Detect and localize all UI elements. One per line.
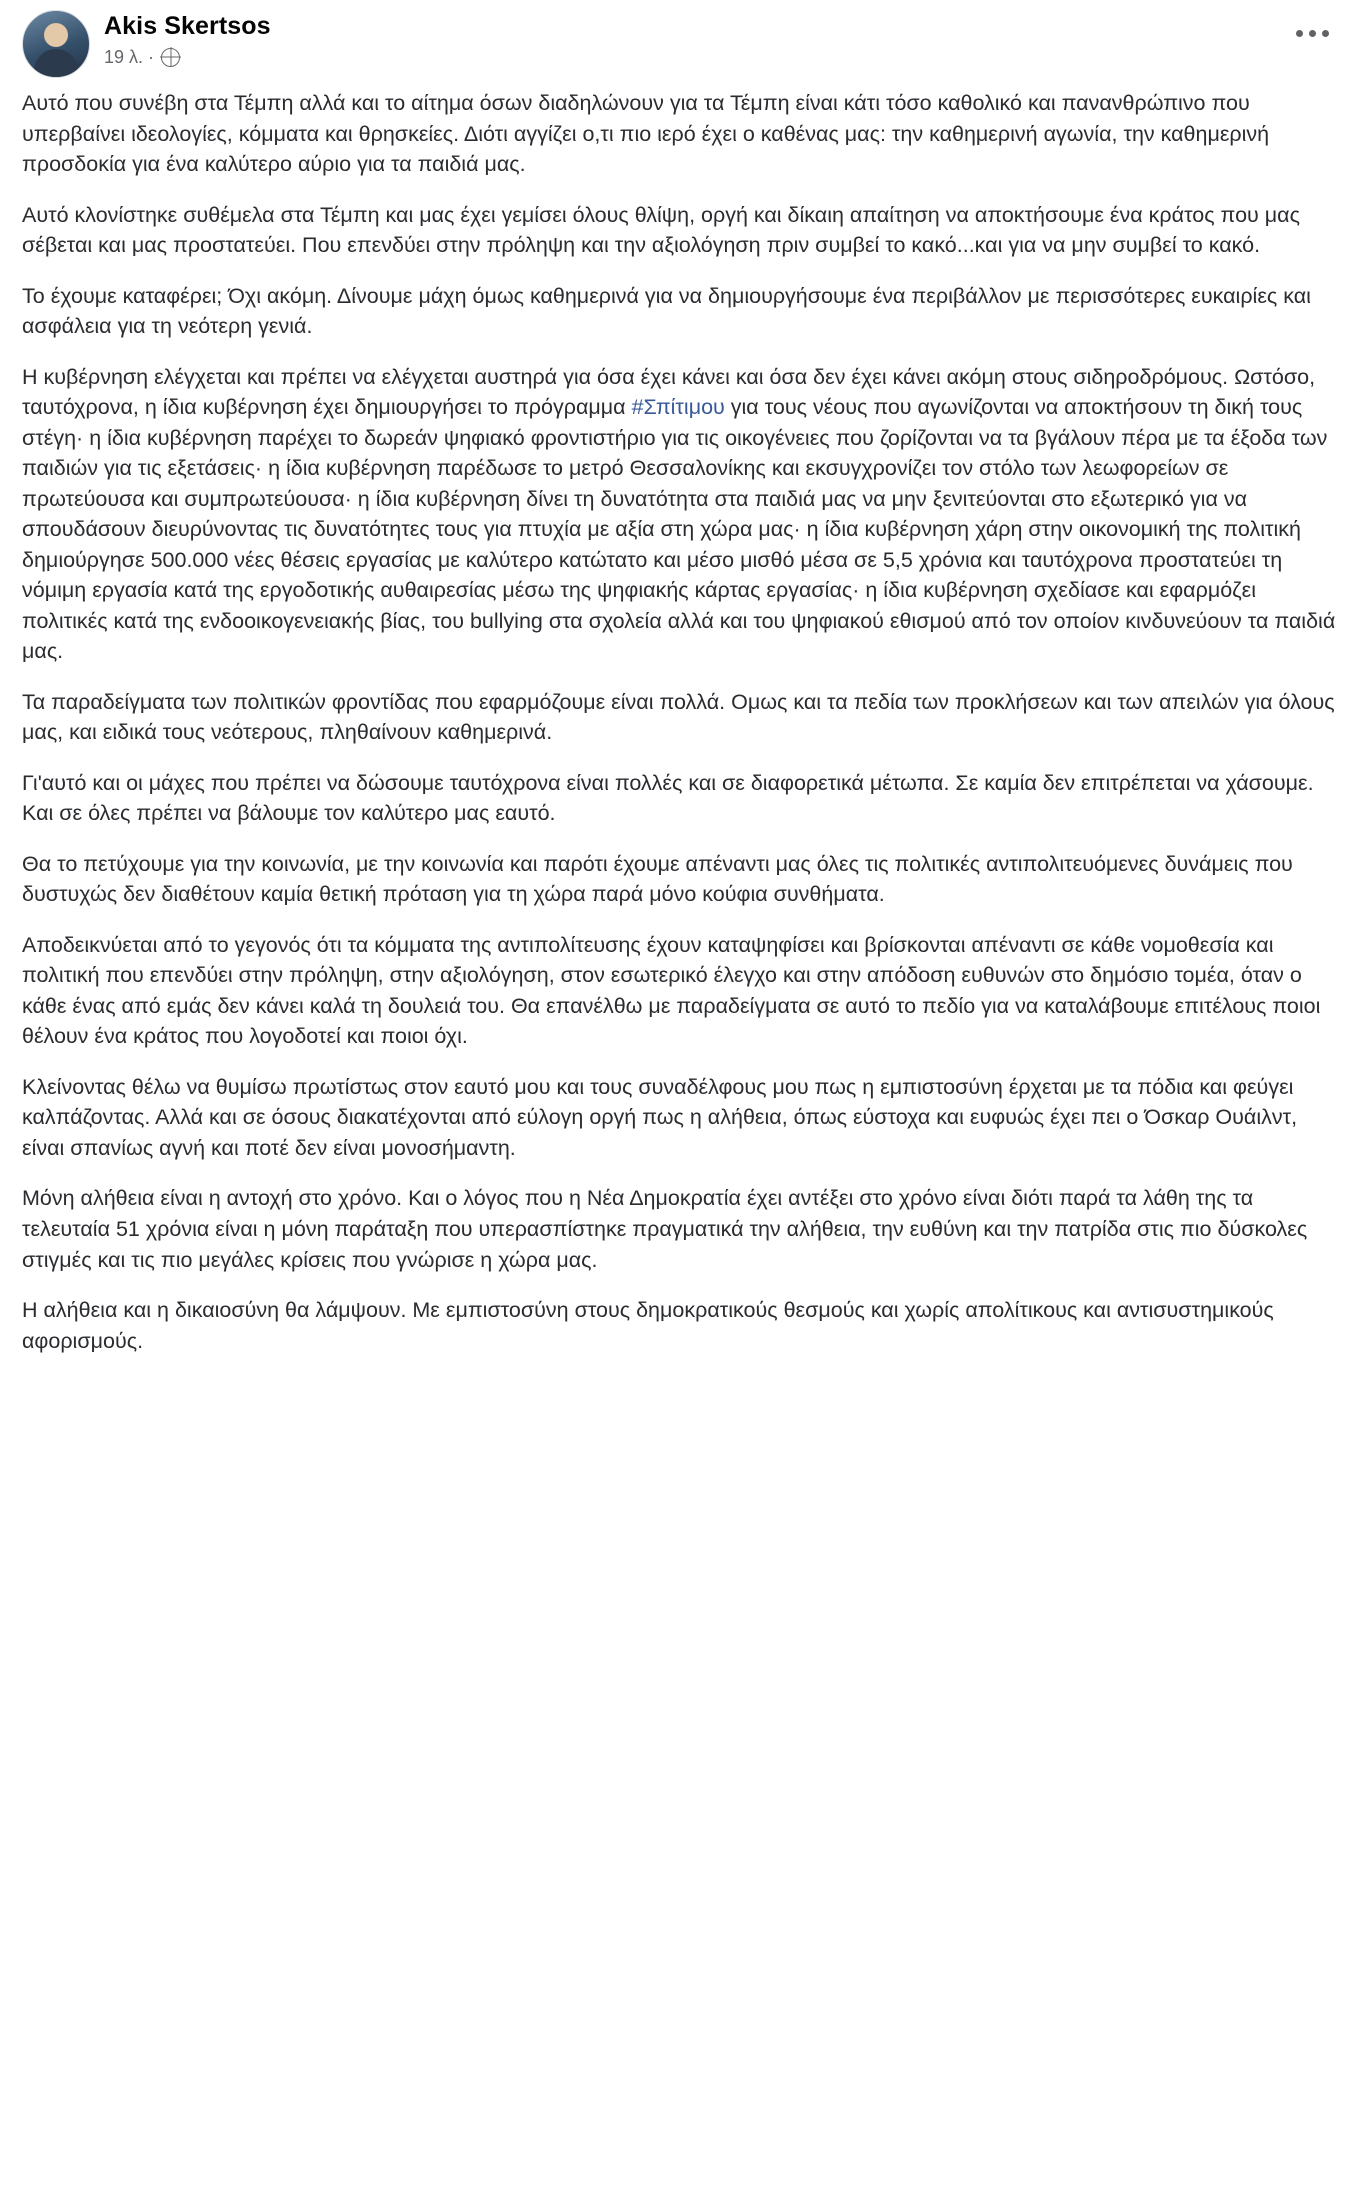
post-paragraph: Το έχουμε καταφέρει; Όχι ακόμη. Δίνουμε μάχη όμως καθημερινά για να δημιουργήσουμε ένα περιβάλλον με περισσότερες ευκαιρίες και ασφάλεια για τη νεότερη γενιά. — [22, 283, 1311, 339]
meta-separator: · — [148, 46, 155, 67]
post-paragraph: Θα το πετύχουμε για την κοινωνία, με την κοινωνία και παρότι έχουμε απέναντι μας όλες τις πολιτικές αντιπολιτευόμενες δυνάμεις που δυστυχώς δεν διαθέτουν καμία θετική πρόταση για τη χώρα παρά μόνο κούφια συνθήματα. — [22, 851, 1293, 907]
post-paragraph: Η αλήθεια και η δικαιοσύνη θα λάμψουν. Με εμπιστοσύνη στους δημοκρατικούς θεσμούς και χωρίς απολίτικους και αντισυστημικούς αφορισμούς. — [22, 1298, 1274, 1353]
post-author-block — [104, 8, 1338, 68]
menu-dot — [1309, 30, 1316, 37]
post-text — [22, 86, 1338, 1356]
author-name[interactable]: Akis Skertsos — [104, 12, 271, 40]
menu-dot — [1296, 30, 1303, 37]
post-paragraph: Αυτό που συνέβη στα Τέμπη αλλά και το αίτημα όσων διαδηλώνουν για τα Τέμπη είναι κάτι τόσο καθολικό και πανανθρώπινο που υπερβαίνει ιδεολογίες, κόμματα και θρησκείες. Διότι αγγίζει ο,τι πιο ιερό έχει ο καθένας μας: την καθημερινή αγωνία, την καθημερινή προσδοκία για ένα καλύτερο αύριο για τα παιδιά μας. — [22, 91, 1270, 177]
post-paragraph: Κλείνοντας θέλω να θυμίσω πρωτίστως στον εαυτό μου και τους συναδέλφους μου πως η εμπιστοσύνη έρχεται με τα πόδια και φεύγει καλπάζοντας. Αλλά και σε όσους διακατέχονται από εύλογη οργή πως η αλήθεια, όπως εύστοχα και ευφυώς έχει πει ο Όσκαρ Ουάιλντ, είναι σπανίως αγνή και ποτέ δεν είναι μονοσήμαντη. — [22, 1074, 1298, 1160]
post-timestamp[interactable]: 19 λ. — [104, 46, 144, 67]
menu-dot — [1322, 30, 1329, 37]
globe-icon[interactable] — [161, 48, 180, 67]
post-paragraph: Αποδεικνύεται από το γεγονός ότι τα κόμματα της αντιπολίτευσης έχουν καταψηφίσει και βρίσκονται απέναντι σε κάθε νομοθεσία και πολιτική που επενδύει στην πρόληψη, στην αξιολόγηση, στον εσωτερικό έλεγχο και στην απόδοση ευθυνών στο δημόσιο τομέα, όταν ο κάθε ένας από εμάς δεν κάνει καλά τη δουλειά του. Θα επανέλθω με παραδείγματα σε αυτό το πεδίο για να καταλάβουμε επιτέλους ποιοι θέλουν ένα κράτος που λογοδοτεί και ποιοι όχι. — [22, 932, 1321, 1049]
post-header — [22, 0, 1338, 86]
avatar[interactable] — [22, 10, 90, 78]
post-paragraph: Η κυβέρνηση ελέγχεται και πρέπει να ελέγχεται αυστηρά για όσα έχει κάνει και όσα δεν έχει κάνει ακόμη στους σιδηροδρόμους. Ωστόσο, ταυτόχρονα, η ίδια κυβέρνηση έχει δημιουργήσει το πρόγραμμα #Σπίτιμου για τους νέους που αγωνίζονται να αποκτήσουν τη δική τους στέγη· η ίδια κυβέρνηση παρέχει το δωρεάν ψηφιακό φροντιστήριο για τις οικογένειες που ζορίζονται να τα βγάλουν πέρα με τα έξοδα των παιδιών για τις εξετάσεις· η ίδια κυβέρνηση παρέδωσε το μετρό Θεσσαλονίκης και εκσυγχρονίζει τον στόλο των λεωφορείων σε πρωτεύουσα και συμπρωτεύουσα· η ίδια κυβέρνηση δίνει τη δυνατότητα στα παιδιά μας να μην ξενιτεύονται στο εξωτερικό για να σπουδάσουν διευρύνοντας τις δυνατότητες τους για πτυχία με αξία στη χώρα μας· η ίδια κυβέρνηση χάρη στην οικονομική της πολιτική δημιούργησε 500.000 νέες θέσεις εργασίας με καλύτερο κατώτατο και μέσο μισθό μέσα σε 5,5 χρόνια και ταυτόχρονα προστατεύει τη νόμιμη εργασία κατά της εργοδοτικής αυθαιρεσίας μέσω της ψηφιακής κάρτας εργασίας· η ίδια κυβέρνηση σχεδίασε και εφαρμόζει πολιτικές κατά της ενδοοικογενειακής βίας, του bullying στα σχολεία αλλά και του ψηφιακού εθισμού από τον οποίον κινδυνεύουν τα παιδιά μας. — [22, 364, 1336, 664]
post-paragraph: Μόνη αλήθεια είναι η αντοχή στο χρόνο. Και ο λόγος που η Νέα Δημοκρατία έχει αντέξει στο χρόνο είναι διότι παρά τα λάθη της τα τελευταία 51 χρόνια είναι η μόνη παράταξη που υπερασπίστηκε πραγματικά την αλήθεια, την ευθύνη και την πατρίδα στις πιο δύσκολες στιγμές και τις πιο μεγάλες κρίσεις που γνώρισε η χώρα μας. — [22, 1186, 1308, 1272]
post-paragraph: Γι'αυτό και οι μάχες που πρέπει να δώσουμε ταυτόχρονα είναι πολλές και σε διαφορετικά μέτωπα. Σε καμία δεν επιτρέπεται να χάσουμε. Και σε όλες πρέπει να βάλουμε τον καλύτερο μας εαυτό. — [22, 770, 1314, 826]
post-meta — [104, 47, 1338, 68]
post-paragraph-with-hashtag — [22, 362, 1338, 667]
hashtag-link[interactable]: #Σπίτιμου — [631, 395, 725, 420]
post-paragraph: Αυτό κλονίστηκε συθέμελα στα Τέμπη και μας έχει γεμίσει όλους θλίψη, οργή και δίκαιη απαίτηση να αποκτήσουμε ένα κράτος που μας σέβεται και μας προστατεύει. Που επενδύει στην πρόληψη και την αξιολόγηση πριν συμβεί το κακό...και για να μην συμβεί το κακό. — [22, 202, 1300, 258]
post-paragraph: Τα παραδείγματα των πολιτικών φροντίδας που εφαρμόζουμε είναι πολλά. Ομως και τα πεδία των προκλήσεων και των απειλών για όλους μας, και ειδικά τους νεότερους, πληθαίνουν καθημερινά. — [22, 689, 1335, 745]
more-options-icon[interactable] — [1290, 18, 1334, 48]
